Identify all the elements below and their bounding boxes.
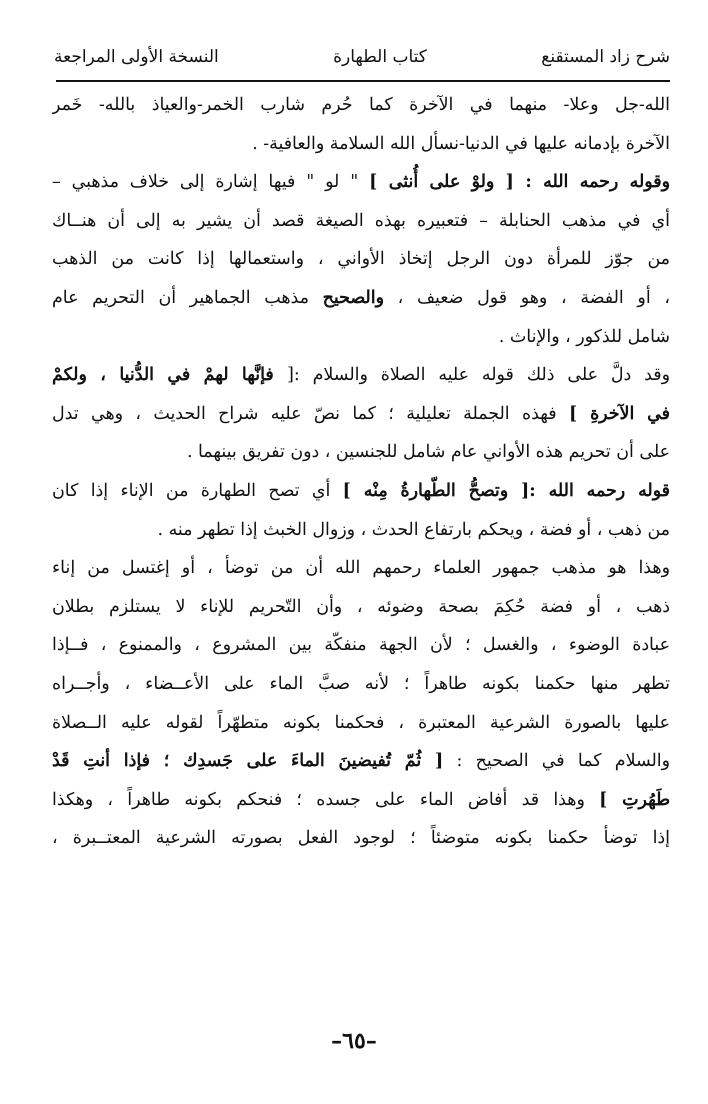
text-line xyxy=(52,588,670,627)
text-segment: عليها بالصورة الشرعية المعتبرة ، فحكمنا بكونه متطهّراً لقوله عليه الــصلاة xyxy=(52,712,670,733)
text-segment: والسلام كما في الصحيح : xyxy=(443,751,670,772)
text-segment: وهذا هو مذهب جمهور العلماء رحمهم الله أن من توضأ ، أو إغتسل من إناء xyxy=(52,558,670,579)
text-line xyxy=(52,549,670,588)
text-line xyxy=(52,704,670,743)
text-line xyxy=(52,511,670,550)
bold-text-segment: وقوله رحمه الله : [ ولوْ على أُنثى ] xyxy=(369,172,670,193)
text-line xyxy=(52,472,670,511)
page-number: –٦٥– xyxy=(331,1028,377,1054)
text-line xyxy=(52,202,670,241)
text-line xyxy=(52,318,670,357)
bold-text-segment: طَهُرتِ ] xyxy=(599,789,670,810)
text-segment: الله-جل وعلا- منهما في الآخرة كما حُرم شارب الخمر-والعياذ بالله- خَمر xyxy=(52,95,670,115)
text-segment: تطهر منها حكمنا بكونه طاهراً ؛ لأنه صبَّ الماء على الأعــضاء ، وأجــراه xyxy=(52,673,670,694)
text-segment: ، أو الفضة ، وهو قول ضعيف ، xyxy=(383,287,670,308)
text-line xyxy=(52,356,670,395)
bold-text-segment: في الآخرةِ ] xyxy=(568,403,670,424)
text-segment: من ذهب ، أو فضة ، ويحكم بارتفاع الحدث ، وزوال الخبث إذا تطهر منه . xyxy=(157,519,670,540)
text-segment: ذهب ، أو فضة حُكِمَ بصحة وضوئه ، وأن التّحريم للإناء لا يستلزم بطلان xyxy=(52,596,670,617)
text-segment: على أن تحريم هذه الأواني عام شامل للجنسين ، دون تفريق بينهما . xyxy=(186,442,670,463)
bold-text-segment: فإنَّها لهمْ في الدُّنيا ، ولكمْ xyxy=(52,365,288,386)
text-segment: أي في مذهب الحنابلة – فتعبيره بهذه الصيغة قصد أن يشير به إلى أن هنــاك xyxy=(52,210,670,231)
text-segment: من جوّز للمرأة دون الرجل إتخاذ الأواني ، واستعمالها إذا كانت من الذهب xyxy=(52,249,670,270)
text-line xyxy=(52,626,670,665)
text-line xyxy=(52,433,670,472)
header-edition: النسخة الأولى المراجعة xyxy=(54,47,219,67)
bold-text-segment: [ ثُمّ تُفيضينَ الماءَ على جَسدِك ؛ فإذا أنتِ قَدْ xyxy=(52,751,444,772)
running-header xyxy=(54,40,670,74)
text-line xyxy=(52,86,670,125)
body-text xyxy=(52,86,670,858)
text-segment: مذهب الجماهير أن التحريم عام xyxy=(52,287,323,308)
text-segment: عبادة الوضوء ، والغسل ؛ لأن الجهة منفكّة بين المشروع ، والممنوع ، فــإذا xyxy=(52,635,670,656)
text-segment: أي تصح الطهارة من الإناء إذا كان xyxy=(52,480,343,501)
text-segment: وهذا قد أفاض الماء على جسده ؛ فنحكم بكونه طاهراً ، وهكذا xyxy=(52,789,600,810)
text-segment: شامل للذكور ، والإناث . xyxy=(498,326,670,347)
text-segment: إذا توضأ حكمنا بكونه متوضئاً ؛ لوجود الفعل بصورته الشرعية المعتــبرة ، xyxy=(52,828,670,849)
text-segment: وقد دلَّ على ذلك قوله عليه الصلاة والسلام :[ xyxy=(287,365,670,386)
text-line xyxy=(52,781,670,820)
text-line xyxy=(52,395,670,434)
text-segment: الآخرة بإدمانه عليها في الدنيا-نسأل الله السلامة والعافية- . xyxy=(252,133,670,154)
text-segment: " لو " فيها إشارة إلى خلاف مذهبي – xyxy=(52,172,370,193)
text-line xyxy=(52,742,670,781)
text-line xyxy=(52,279,670,318)
bold-text-segment: والصحيح xyxy=(322,287,384,308)
bold-text-segment: قوله رحمه الله :[ وتصحُّ الطّهارةُ مِنْه ] xyxy=(342,480,670,501)
text-line xyxy=(52,240,670,279)
text-line xyxy=(52,665,670,704)
header-book-title: شرح زاد المستقنع xyxy=(541,47,670,67)
text-line xyxy=(52,125,670,164)
header-rule xyxy=(56,80,670,82)
text-line xyxy=(52,819,670,858)
text-segment: فهذه الجملة تعليلية ؛ كما نصّ عليه شراح الحديث ، وهي تدل xyxy=(52,403,569,424)
header-chapter: كتاب الطهارة xyxy=(333,47,427,67)
text-line xyxy=(52,163,670,202)
